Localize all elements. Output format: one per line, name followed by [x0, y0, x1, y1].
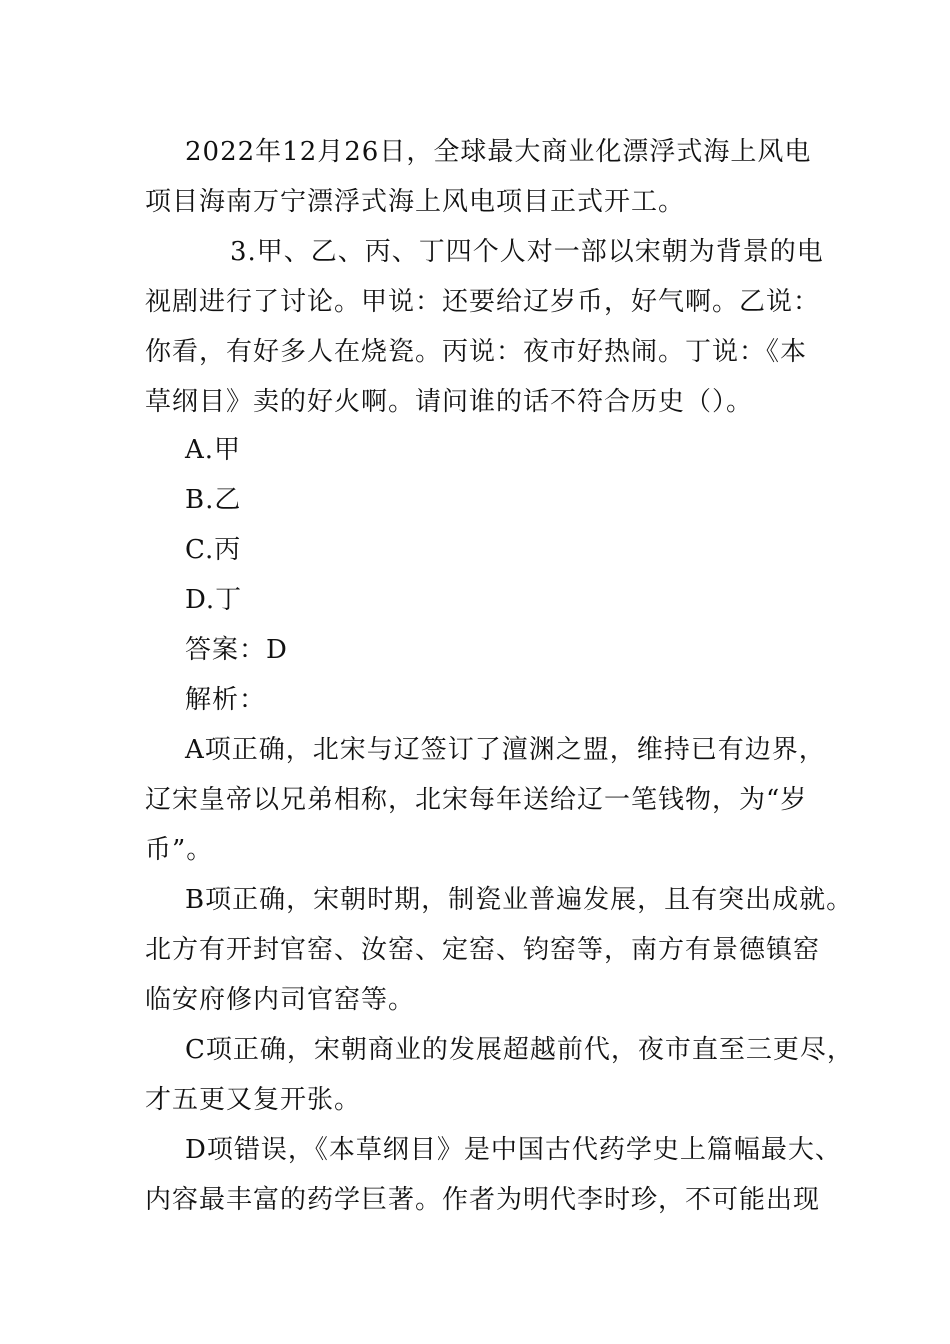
answer-line: 答案：D — [185, 635, 288, 665]
question-line-2: 视剧进行了讨论。甲说：还要给辽岁币，好气啊。乙说： — [145, 287, 821, 317]
intro-line-2: 项目海南万宁漂浮式海上风电项目正式开工。 — [145, 187, 686, 217]
analysis-b-line-1: B项正确，宋朝时期，制瓷业普遍发展，且有突出成就。 — [185, 885, 854, 915]
analysis-d-line-2: 内容最丰富的药学巨著。作者为明代李时珍，不可能出现 — [145, 1185, 821, 1215]
analysis-a-line-3: 币”。 — [145, 835, 214, 865]
analysis-label: 解析： — [185, 685, 267, 715]
option-d: D.丁 — [185, 585, 243, 615]
option-a: A.甲 — [185, 435, 242, 465]
question-line-3: 你看，有好多人在烧瓷。丙说：夜市好热闹。丁说：《本 — [145, 337, 808, 367]
question-line-4: 草纲目》卖的好火啊。请问谁的话不符合历史（）。 — [145, 387, 754, 417]
option-c: C.丙 — [185, 535, 242, 565]
question-line-1: 3.甲、乙、丙、丁四个人对一部以宋朝为背景的电 — [230, 237, 824, 267]
analysis-d-line-1: D项错误，《本草纲目》是中国古代药学史上篇幅最大、 — [185, 1135, 842, 1165]
analysis-a-line-1: A项正确，北宋与辽签订了澶渊之盟，维持已有边界， — [185, 735, 826, 765]
intro-line-1: 2022年12月26日，全球最大商业化漂浮式海上风电 — [185, 137, 812, 167]
analysis-c-line-1: C项正确，宋朝商业的发展超越前代，夜市直至三更尽， — [185, 1035, 854, 1065]
analysis-c-line-2: 才五更又复开张。 — [145, 1085, 362, 1115]
analysis-b-line-2: 北方有开封官窑、汝窑、定窑、钧窑等，南方有景德镇窑 — [145, 935, 821, 965]
analysis-b-line-3: 临安府修内司官窑等。 — [145, 985, 416, 1015]
option-b: B.乙 — [185, 485, 242, 515]
analysis-a-line-2: 辽宋皇帝以兄弟相称，北宋每年送给辽一笔钱物，为“岁 — [145, 785, 808, 815]
